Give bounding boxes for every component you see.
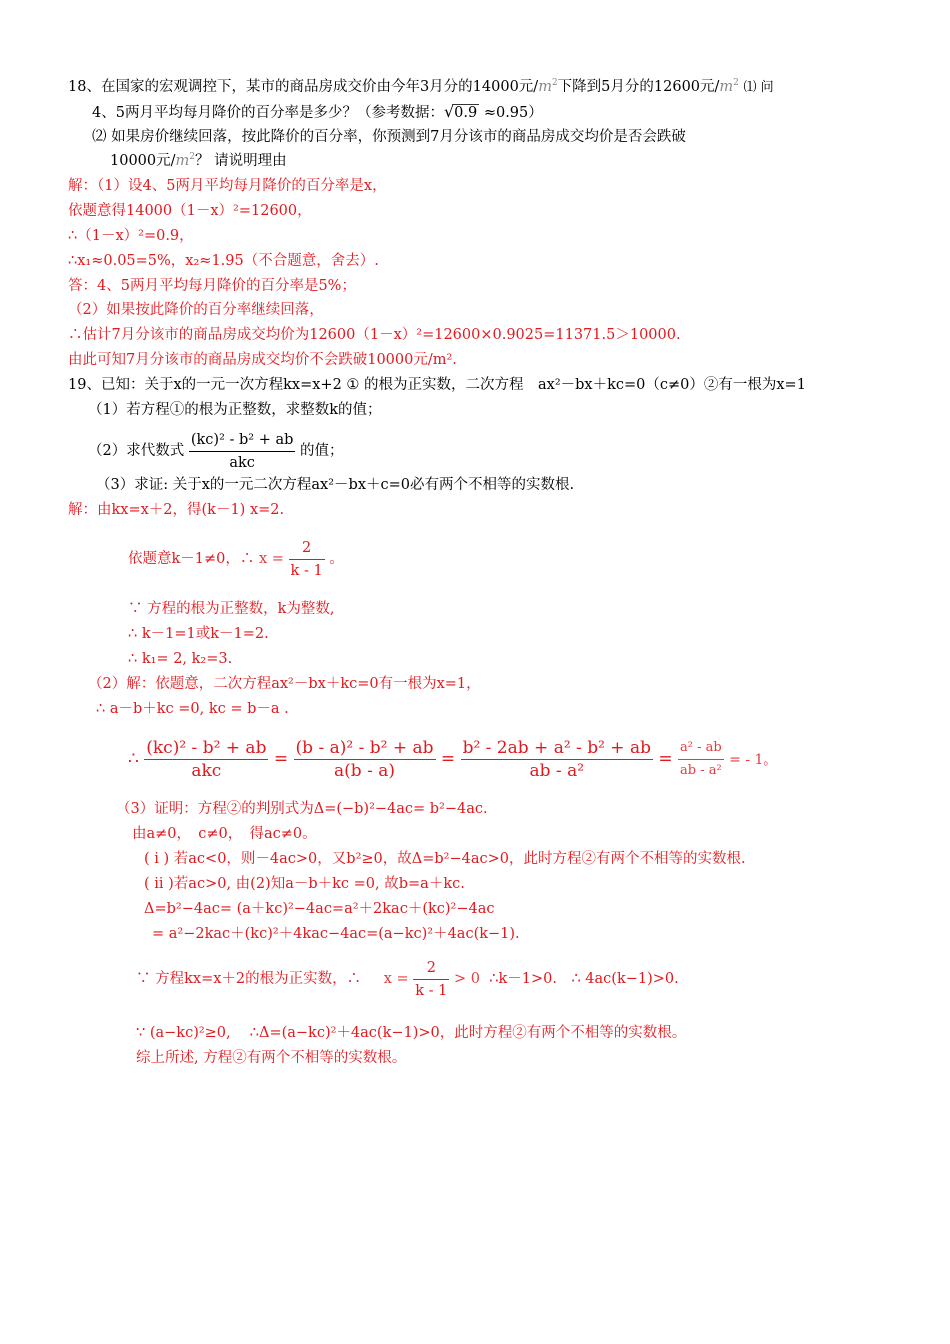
q18-line1 <box>68 77 774 98</box>
chain-fraction-1 <box>144 737 268 782</box>
fraction-numerator: 2 <box>289 537 325 560</box>
sol19-line-14-text: ∵ 方程kx=x＋2的根为正实数，∴ <box>136 971 362 987</box>
fraction-denominator: k - 1 <box>415 982 448 999</box>
q18-text-a: 18、在国家的宏观调控下，某市的商品房成交价由今年3月分的14000元/ <box>68 79 539 95</box>
q19-part2-text: （2）求代数式 <box>88 443 185 459</box>
chain-fraction-4 <box>678 737 724 782</box>
x-equals: x = <box>259 551 284 567</box>
sol19-line-14-end: ∴k－1>0. ∴ 4ac(k−1)>0. <box>489 971 679 987</box>
period: 。 <box>763 753 777 768</box>
q18-line4 <box>110 151 287 171</box>
fraction-numerator: a² - ab <box>678 737 724 760</box>
q18-question1: 4、5两月平均每月降价的百分率是多少？（参考数据： <box>92 105 444 121</box>
paren-close: ） <box>528 105 543 121</box>
sol19-line-13: = a²−2kac＋(kc)²＋4kac−4ac=(a−kc)²＋4ac(k−1). <box>152 926 520 942</box>
fraction-denominator: akc <box>229 454 255 471</box>
fraction-denominator: ab - a² <box>529 761 585 781</box>
q19-expression-fraction <box>189 429 296 474</box>
sol18-line-1: 解：（1）设4、5两月平均每月降价的百分率是x， <box>68 178 387 194</box>
sol19-line-8: （3）证明：方程②的判别式为Δ=(−b)²−4ac= b²−4ac. <box>116 801 488 817</box>
fraction-denominator: a(b - a) <box>334 761 395 781</box>
unit-m2-c: $m^2$ <box>175 152 195 169</box>
sqrt-arg: 0.9 <box>454 105 478 121</box>
chain-fraction-3 <box>461 737 653 782</box>
sol19-line-14 <box>136 956 679 1002</box>
x-fraction <box>289 537 325 582</box>
sol19-fraction-chain: ∴ $\frac{\text{(kc)² - b² + ab}}{\text{akc}}$ = $\frac{\text{(b - a)² - b² + ab}}{a(b - a)}$ = $\frac{\text{b² - 2ab + a² - b² + ab}}{\text{ab - a²}}$ = $\frac{\text{a² - ab}}{\text{ab - a²}}$ = - 1。 <box>128 738 777 781</box>
fraction-denominator: akc <box>191 761 222 781</box>
x-equals: x = <box>383 971 409 987</box>
q19-part2-end: 的值； <box>300 443 344 459</box>
approx-value: ≈0.95 <box>483 105 529 121</box>
sol19-line-4: ∴ k－1=1或k－1=2. <box>128 626 269 642</box>
sol19-line-7: ∴ a－b＋kc =0, kc = b－a . <box>96 701 289 717</box>
sol18-line-5: 答：4、5两月平均每月降价的百分率是5%； <box>68 278 356 294</box>
fraction-numerator: (kc)² - b² + ab <box>189 429 296 452</box>
sol19-line-1: 解：由kx=x＋2，得(k－1) x=2. <box>68 502 285 518</box>
result-value: = - 1 <box>729 752 764 768</box>
sol19-line-16: 综上所述, 方程②有两个不相等的实数根。 <box>136 1050 407 1066</box>
fraction-denominator: k - 1 <box>290 562 323 579</box>
sol19-line-12: Δ=b²−4ac= (a＋kc)²−4ac=a²＋2kac＋(kc)²−4ac <box>144 901 495 917</box>
sol19-line-3: ∵ 方程的根为正整数，k为整数, <box>128 601 335 617</box>
sol18-line-8: 由此可知7月分该市的商品房成交均价不会跌破10000元/m². <box>68 352 457 368</box>
q18-line3 <box>92 127 686 147</box>
therefore-symbol: ∴ <box>128 749 139 769</box>
period: 。 <box>329 551 344 567</box>
sol18-line-3: ∴（1－x）²=0.9， <box>68 228 194 244</box>
q18-text-b: 下降到5月分的12600元/ <box>557 79 720 95</box>
q18-text-c: ⑴ 问 <box>743 80 774 95</box>
fraction-numerator: (kc)² - b² + ab <box>146 738 267 758</box>
sol19-line-6: （2）解：依题意，二次方程ax²－bx＋kc=0有一根为x=1， <box>88 676 481 692</box>
fraction-numerator: 2 <box>413 957 449 980</box>
sol19-line-2-text: 依题意k－1≠0，∴ <box>128 551 255 567</box>
q18-text-d: 10000元/ <box>110 153 176 169</box>
sol19-line-2 <box>128 536 344 582</box>
sol19-line-15: ∵ (a−kc)²≥0, ∴Δ=(a−kc)²＋4ac(k−1)>0，此时方程②有两个不相等的实数根。 <box>136 1025 687 1041</box>
sol18-line-2: 依题意得14000（1－x）²=12600， <box>68 203 312 219</box>
sol19-line-10: ( i ) 若ac<0，则－4ac>0，又b²≥0，故Δ=b²−4ac>0，此时方程②有两个不相等的实数根. <box>144 851 746 867</box>
fraction-denominator: ab - a² <box>680 763 722 778</box>
q18-question2: ⑵ 如果房价继续回落，按此降价的百分率，你预测到7月分该市的商品房成交均价是否会跌破 <box>92 129 686 145</box>
q18-line2 <box>92 102 543 123</box>
sol18-line-4: ∴x₁≈0.05=5%，x₂≈1.95（不合题意，舍去）. <box>68 253 379 269</box>
x-fraction-positive <box>413 957 449 1002</box>
sol18-line-7: ∴估计7月分该市的商品房成交均价为12600（1－x）²=12600×0.9025=11371.5＞10000. <box>68 327 681 343</box>
q19-part1: （1）若方程①的根为正整数，求整数k的值； <box>88 402 382 418</box>
sol19-line-5: ∴ k₁= 2, k₂=3. <box>128 651 233 667</box>
fraction-numerator: b² - 2ab + a² - b² + ab <box>462 738 651 758</box>
q18-text-e: ？ 请说明理由 <box>195 153 287 169</box>
unit-m2: $m^2$ <box>538 78 558 95</box>
sol19-line-11: ( ii )若ac>0, 由(2)知a－b＋kc =0, 故b=a＋kc. <box>144 876 465 892</box>
sol19-line-9: 由a≠0， c≠0， 得ac≠0。 <box>132 826 317 842</box>
q19-line1: 19、已知：关于x的一元一次方程kx=x+2 ① 的根为正实数，二次方程 ax²－bx＋kc=0（c≠0）②有一根为x=1 <box>68 377 806 393</box>
unit-m2-b: $m^2$ <box>719 78 739 95</box>
greater-than-zero: > 0 <box>454 971 481 987</box>
q19-part3: （3）求证: 关于x的一元二次方程ax²－bx＋c=0必有两个不相等的实数根. <box>96 477 575 493</box>
fraction-numerator: (b - a)² - b² + ab <box>295 738 434 758</box>
sol18-line-6: （2）如果按此降价的百分率继续回落， <box>68 302 324 318</box>
sqrt-icon: √ <box>443 102 455 121</box>
chain-fraction-2 <box>294 737 436 782</box>
q19-part2 <box>88 428 344 474</box>
